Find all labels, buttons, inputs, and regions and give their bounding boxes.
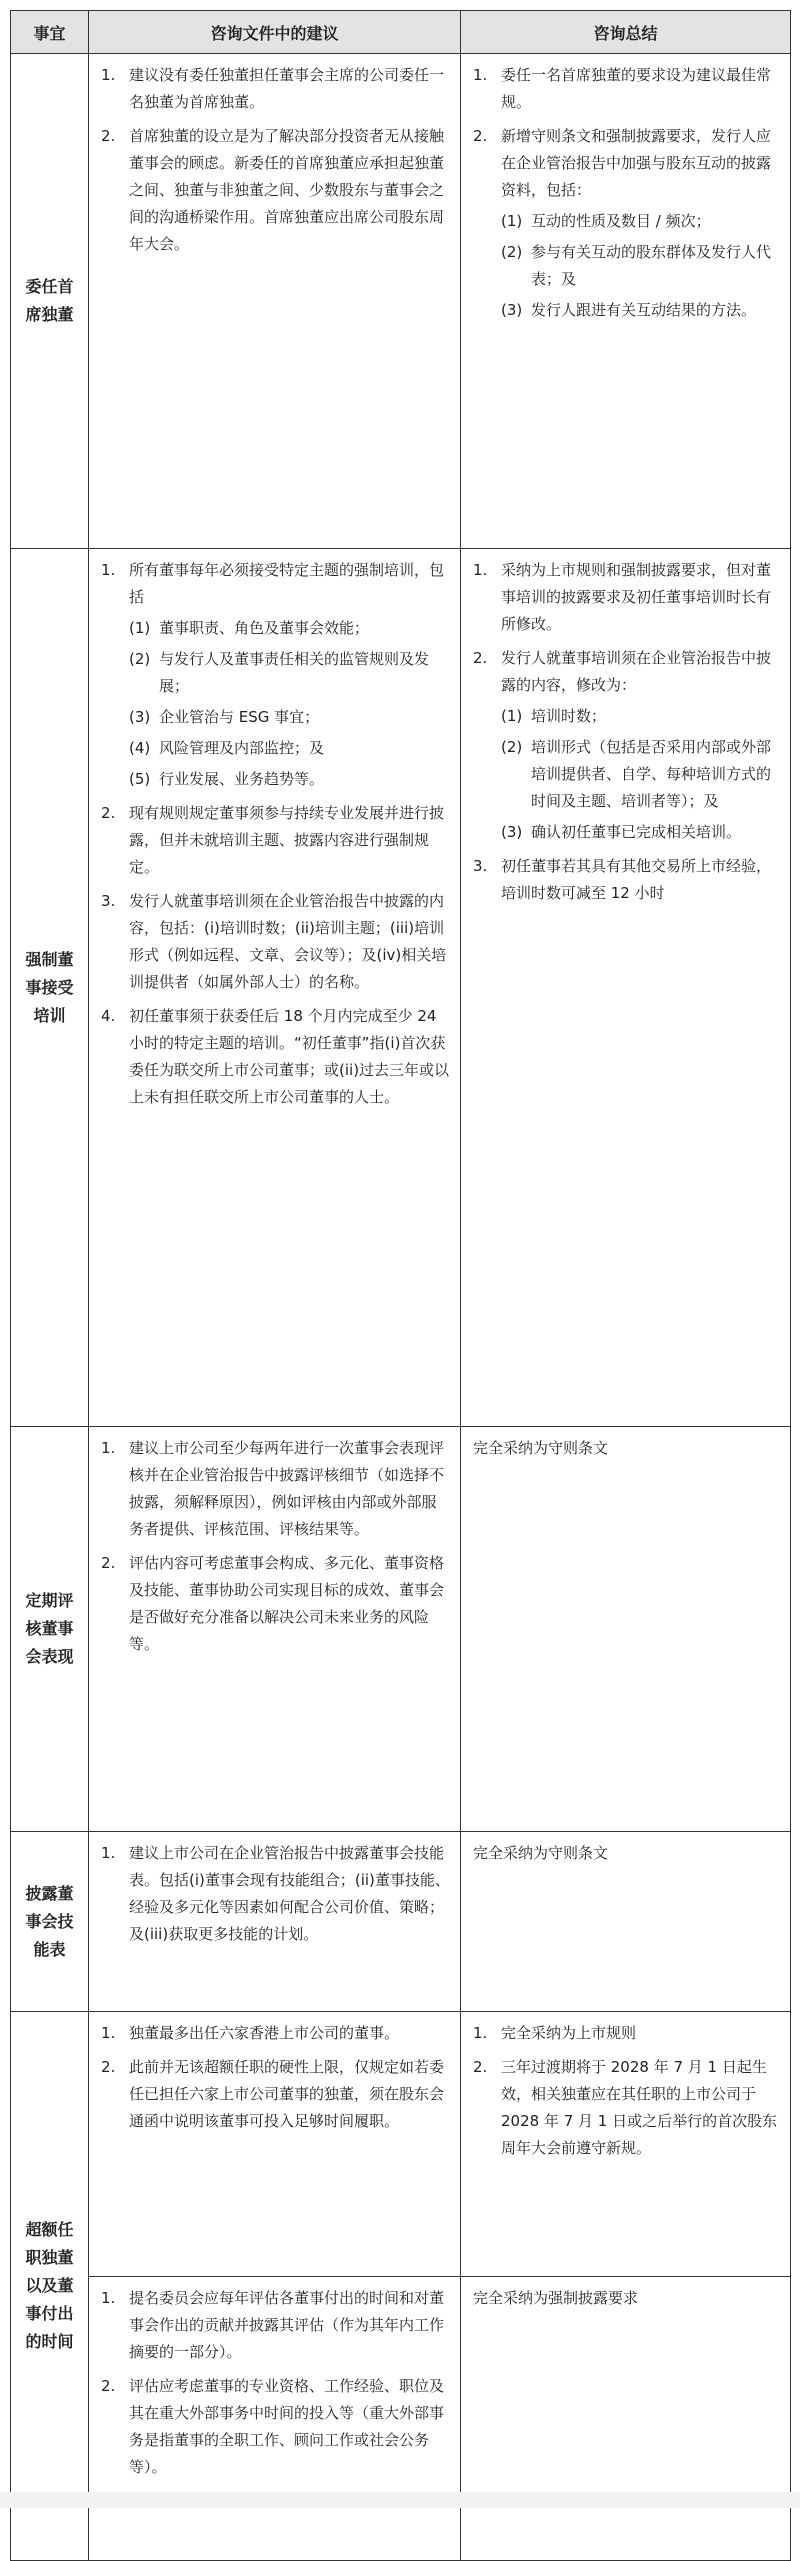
table-row-director-training <box>11 549 791 1427</box>
suggestions-cell <box>89 54 461 549</box>
list-item: 1. 委任一名首席独董的要求设为建议最佳常规。 <box>473 66 772 111</box>
sub-item: (3) 企业管治与 ESG 事宜； <box>129 708 320 726</box>
conclusion-text: 完全采纳为守则条文 <box>473 1844 609 1862</box>
header-matter: 事宜 <box>11 11 89 54</box>
sub-item: (3) 发行人跟进有关互动结果的方法。 <box>501 301 757 319</box>
sub-item: (4) 风险管理及内部监控；及 <box>129 739 325 757</box>
suggestions-cell <box>89 2277 461 2561</box>
suggestions-cell <box>89 1832 461 2012</box>
list-item: 3. 发行人就董事培训须在企业管治报告中披露的内容，包括：(i)培训时数；(ii)培训主题；(iii)培训形式（例如远程、文章、会议等）；及(iv)相关培训提供者（如属外部人士）的名称。 <box>101 892 447 991</box>
conclusions-cell <box>461 2277 791 2561</box>
suggestions-cell <box>89 2012 461 2277</box>
sub-item: (1) 董事职责、角色及董事会效能； <box>129 619 370 637</box>
list-item: 1. 独董最多出任六家香港上市公司的董事。 <box>101 2024 400 2042</box>
topic-cell: 强制董事接受培训 <box>11 549 89 1427</box>
bottom-strip <box>0 2492 800 2508</box>
conclusions-cell <box>461 549 791 1427</box>
list-item: 3. 初任董事若其具有其他交易所上市经验，培训时数可减至 12 小时 <box>473 857 772 902</box>
list-item: 2. 此前并无该超额任职的硬性上限，仅规定如若委任已担任六家上市公司董事的独董，须在股东会通函中说明该董事可投入足够时间履职。 <box>101 2058 445 2130</box>
list-item: 2. 三年过渡期将于 2028 年 7 月 1 日起生效，相关独董应在其任职的上市公司于 2028 年 7 月 1 日或之后举行的首次股东周年大会前遵守新规。 <box>473 2058 778 2157</box>
conclusion-text: 完全采纳为强制披露要求 <box>473 2289 639 2307</box>
list-item: 2. 首席独董的设立是为了解决部分投资者无从接触董事会的顾虑。新委任的首席独董应承担起独董之间、独董与非独董之间、少数股东与董事会之间的沟通桥梁作用。首席独董应出席公司股东周年大会。 <box>101 127 445 253</box>
sub-item: (2) 参与有关互动的股东群体及发行人代表；及 <box>501 243 772 288</box>
conclusions-cell <box>461 1427 791 1832</box>
conclusion-text: 完全采纳为守则条文 <box>473 1439 609 1457</box>
conclusions-cell <box>461 54 791 549</box>
table-header-row <box>11 11 791 54</box>
sub-item: (1) 培训时数； <box>501 707 607 725</box>
table-row-skills-matrix <box>11 1832 791 2012</box>
sub-item: (2) 与发行人及董事责任相关的监管规则及发展； <box>129 650 430 695</box>
list-item: 1. 建议上市公司在企业管治报告中披露董事会技能表。包括(i)董事会现有技能组合；(ii)董事技能、经验及多元化等因素如何配合公司价值、策略；及(iii)获取更多技能的计划。 <box>101 1844 450 1943</box>
list-item: 1. 所有董事每年必须接受特定主题的强制培训，包括 (1) 董事职责、角色及董事会效能； (2) 与发行人及董事责任相关的监管规则及发展； (3) 企业管治与 ESG 事宜； (4) 风险管理及内部监控；及 (5) 行业发展、业务趋势等。 <box>99 557 450 793</box>
topic-cell: 委任首席独董 <box>11 54 89 549</box>
list-item: 1. 建议上市公司至少每两年进行一次董事会表现评核并在企业管治报告中披露评核细节（如选择不披露，须解释原因），例如评核由内部或外部服务者提供、评核范围、评核结果等。 <box>101 1439 445 1538</box>
document-frame <box>10 10 790 2561</box>
list-item: 2. 新增守则条文和强制披露要求，发行人应在企业管治报告中加强与股东互动的披露资料，包括： (1) 互动的性质及数目 / 频次； (2) 参与有关互动的股东群体及发行人代表；及 (3) 发行人跟进有关互动结果的方法。 <box>471 123 780 324</box>
list-item: 2. 现有规则规定董事须参与持续专业发展并进行披露，但并未就培训主题、披露内容进行强制规定。 <box>101 804 445 876</box>
sub-item: (3) 确认初任董事已完成相关培训。 <box>501 823 742 841</box>
consultation-table <box>10 10 791 2561</box>
list-item: 2. 评估应考虑董事的专业资格、工作经验、职位及其在重大外部事务中时间的投入等（重大外部事务是指董事的全职工作、顾问工作或社会公务等）。 <box>101 2377 445 2476</box>
sub-item: (5) 行业发展、业务趋势等。 <box>129 770 325 788</box>
topic-cell: 定期评核董事会表现 <box>11 1427 89 1832</box>
table-row-lead-ined <box>11 54 791 549</box>
suggestions-cell <box>89 1427 461 1832</box>
table-row-time-commitment <box>11 2277 791 2561</box>
header-suggestions: 咨询文件中的建议 <box>89 11 461 54</box>
list-item: 1. 建议没有委任独董担任董事会主席的公司委任一名独董为首席独董。 <box>101 66 445 111</box>
list-item: 1. 采纳为上市规则和强制披露要求，但对董事培训的披露要求及初任董事培训时长有所修改。 <box>473 561 772 633</box>
sub-item: (1) 互动的性质及数目 / 频次； <box>501 212 711 230</box>
list-item: 2. 评估内容可考虑董事会构成、多元化、董事资格及技能、董事协助公司实现目标的成效、董事会是否做好充分准备以解决公司未来业务的风险等。 <box>101 1554 445 1653</box>
list-item: 2. 发行人就董事培训须在企业管治报告中披露的内容，修改为： (1) 培训时数； (2) 培训形式（包括是否采用内部或外部培训提供者、自学、每种培训方式的时间及主题、培训者等）；及 (3) 确认初任董事已完成相关培训。 <box>471 645 780 846</box>
list-item: 1. 提名委员会应每年评估各董事付出的时间和对董事会作出的贡献并披露其评估（作为其年内工作摘要的一部分）。 <box>101 2289 445 2361</box>
list-item: 4. 初任董事须于获委任后 18 个月内完成至少 24 小时的特定主题的培训。“初任董事”指(i)首次获委任为联交所上市公司董事；或(ii)过去三年或以上未有担任联交所上市公司董事的人士。 <box>101 1007 450 1106</box>
topic-cell: 超额任职独董以及董事付出的时间 <box>11 2012 89 2561</box>
topic-cell: 披露董事会技能表 <box>11 1832 89 2012</box>
table-row-board-evaluation <box>11 1427 791 1832</box>
conclusions-cell <box>461 2012 791 2277</box>
conclusions-cell <box>461 1832 791 2012</box>
sub-item: (2) 培训形式（包括是否采用内部或外部培训提供者、自学、每种培训方式的时间及主题、培训者等）；及 <box>501 738 772 810</box>
header-conclusions: 咨询总结 <box>461 11 791 54</box>
suggestions-cell <box>89 549 461 1427</box>
table-row-overboarding <box>11 2012 791 2277</box>
list-item: 1. 完全采纳为上市规则 <box>473 2024 637 2042</box>
